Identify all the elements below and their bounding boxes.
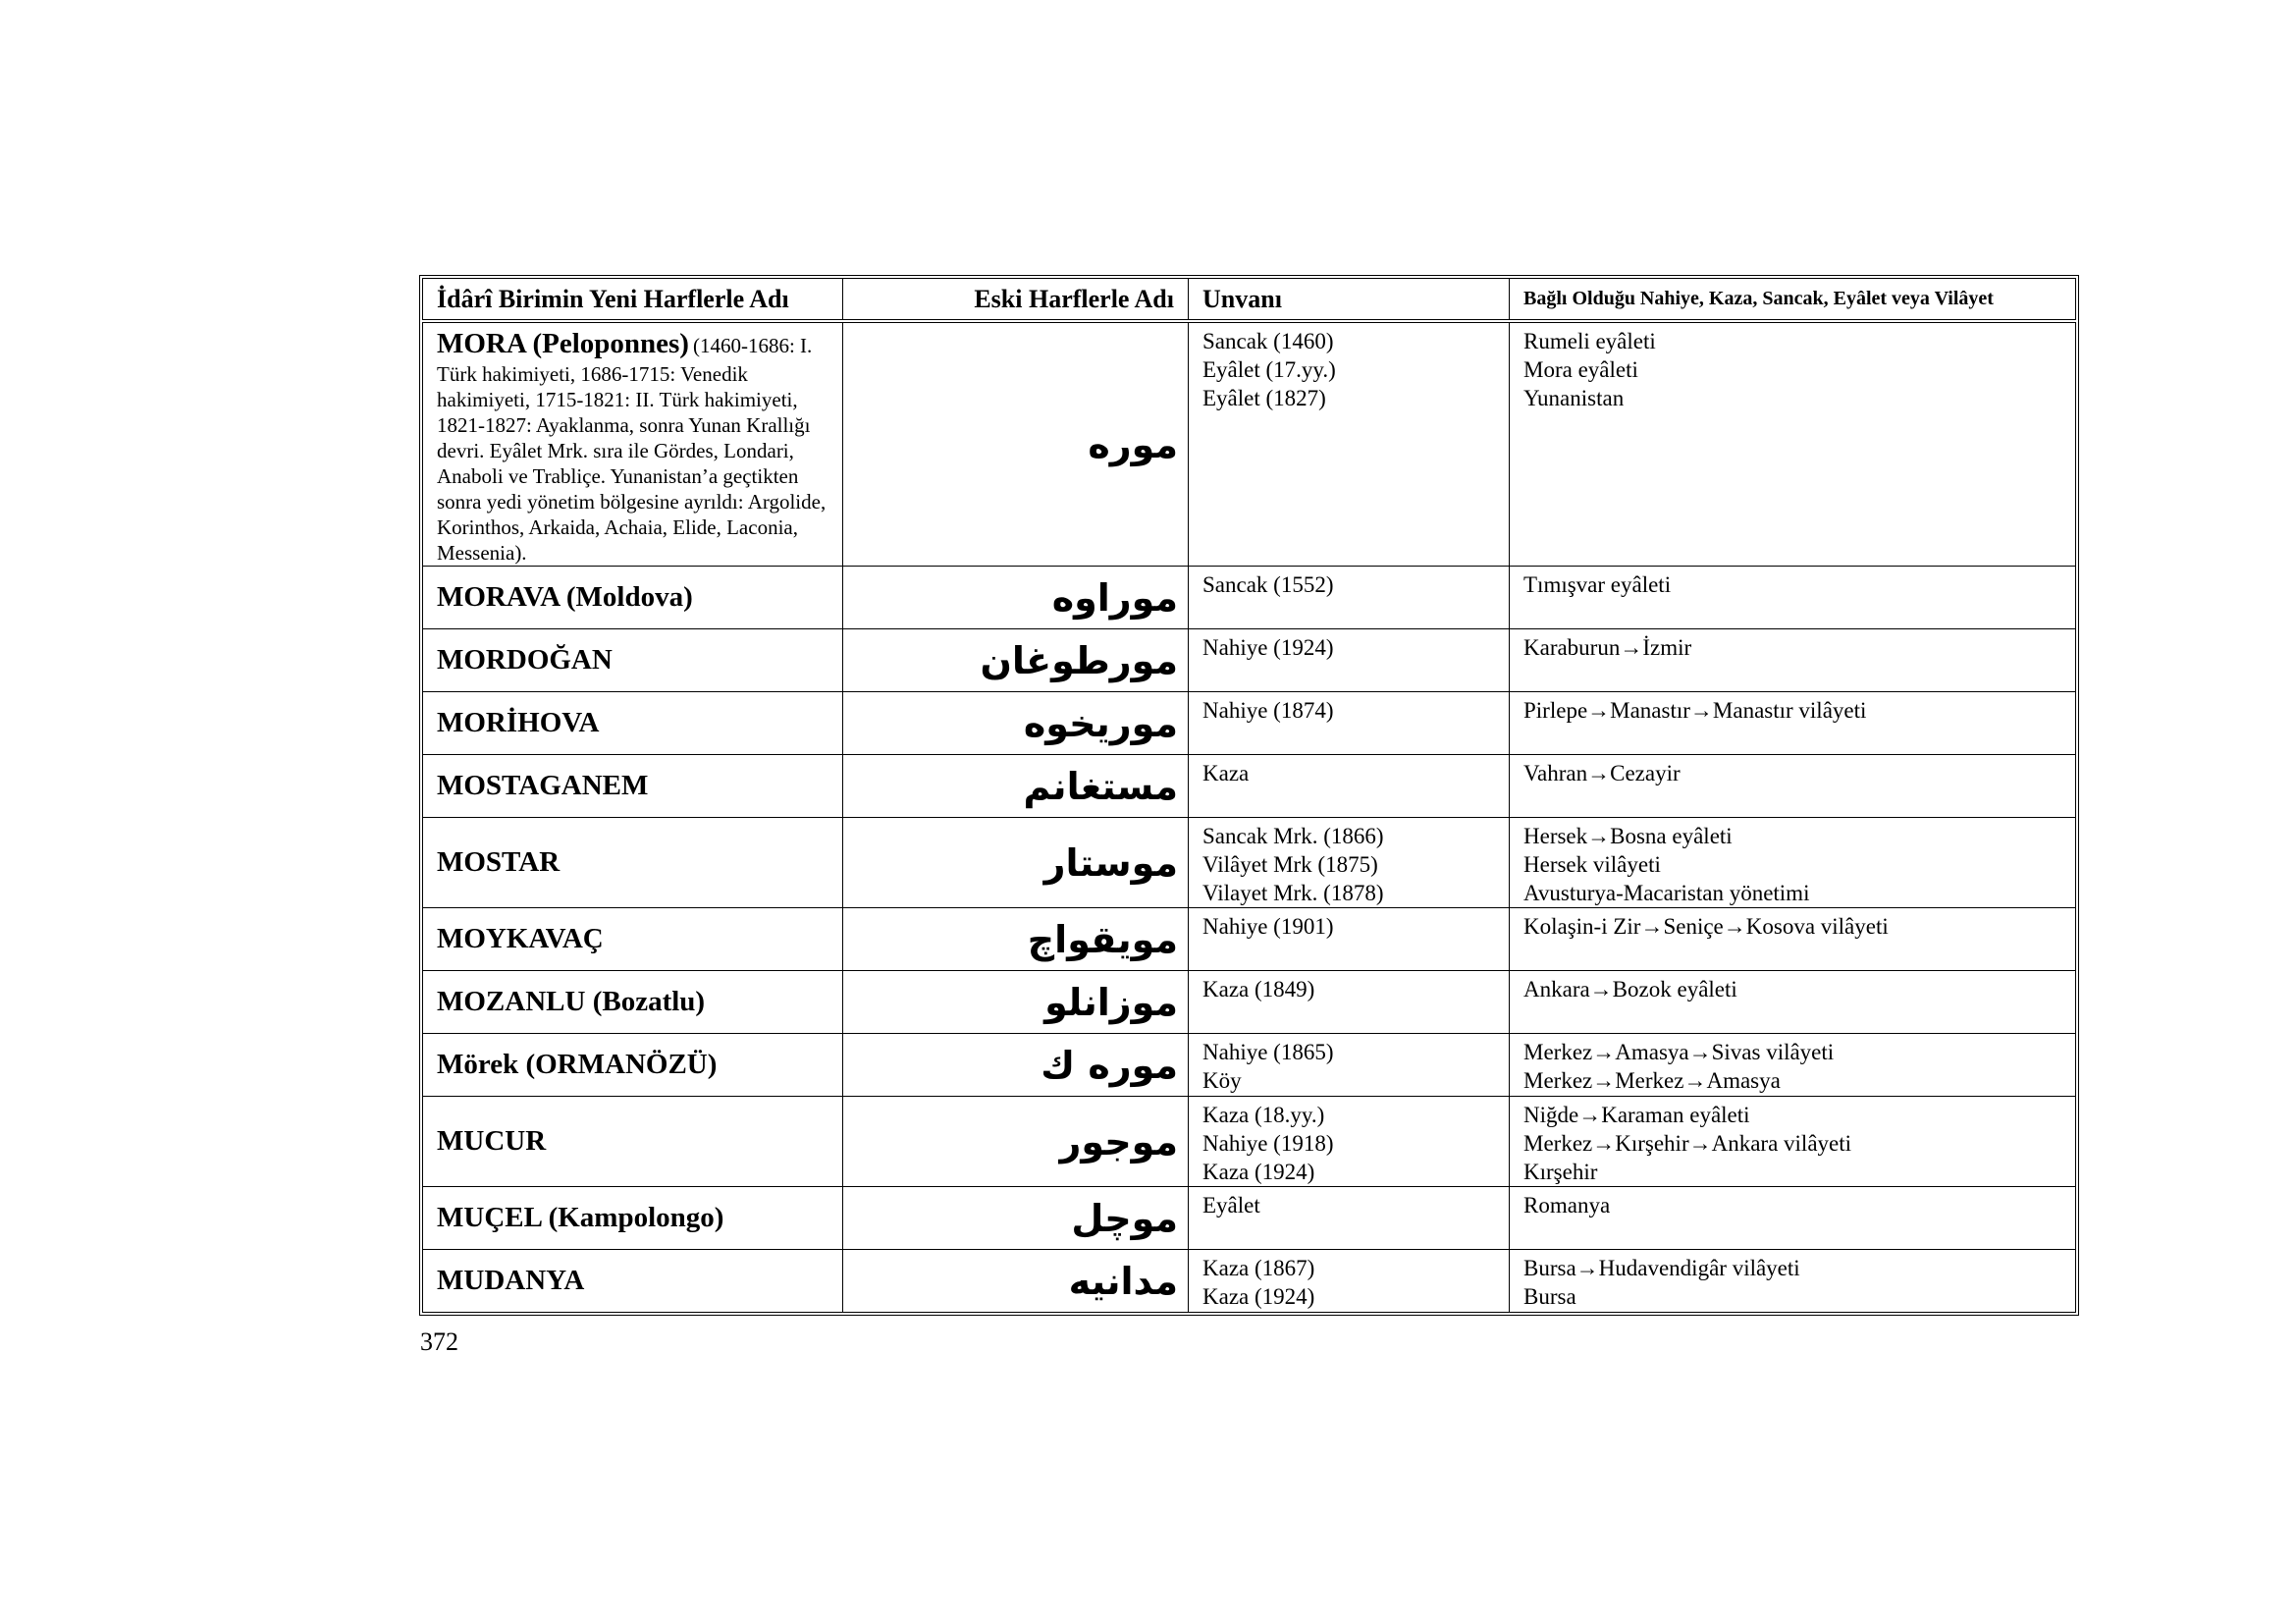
unit-title: Sancak (1460): [1202, 329, 1334, 353]
affiliation: Hersek vilâyeti: [1523, 852, 1661, 878]
affiliation: Karaburun→İzmir: [1523, 635, 1692, 661]
unit-title: Nahiye (1865): [1202, 1040, 1334, 1065]
affiliation-cell: [1510, 1250, 2076, 1313]
unit-title: Kaza (1849): [1202, 977, 1315, 1002]
unit-name-cell: [423, 755, 843, 818]
ottoman-script-name: موزانلو: [843, 971, 1189, 1034]
table-row: [423, 1097, 2076, 1187]
unit-name-cell: [423, 818, 843, 908]
header-old-script-name: Eski Harflerle Adı: [843, 279, 1189, 320]
unit-name: MOSTAR: [437, 846, 561, 879]
unit-title-cell: [1189, 323, 1510, 567]
unit-title-cell: [1189, 818, 1510, 908]
table-row: [423, 1034, 2076, 1097]
ottoman-script-name: مورطوغان: [843, 629, 1189, 692]
unit-name: MOSTAGANEM: [437, 770, 649, 802]
table-body: [423, 323, 2076, 1313]
header-affiliation: Bağlı Olduğu Nahiye, Kaza, Sancak, Eyâlet veya Vilâyet: [1510, 279, 2076, 320]
unit-title-cell: [1189, 1187, 1510, 1250]
affiliation: Tımışvar eyâleti: [1523, 572, 1672, 598]
affiliation: Merkez→Merkez→Amasya: [1523, 1068, 1781, 1094]
table-row: [423, 755, 2076, 818]
ottoman-script-name: مستغانم: [843, 755, 1189, 818]
affiliation-cell: [1510, 692, 2076, 755]
affiliation: Merkez→Kırşehir→Ankara vilâyeti: [1523, 1131, 1852, 1157]
affiliation: Niğde→Karaman eyâleti: [1523, 1103, 1750, 1128]
table-row: [423, 971, 2076, 1034]
unit-title: Nahiye (1901): [1202, 914, 1334, 940]
table-header-row: [423, 279, 2076, 320]
unit-title-cell: [1189, 755, 1510, 818]
page-number: 372: [420, 1327, 458, 1356]
affiliation: Rumeli eyâleti: [1523, 329, 1656, 353]
gazetteer-table-frame: [419, 275, 2079, 1316]
table-row: [423, 629, 2076, 692]
affiliation: Pirlepe→Manastır→Manastır vilâyeti: [1523, 698, 1867, 724]
unit-name: MORDOĞAN: [437, 644, 613, 677]
table-row: [423, 323, 2076, 567]
ottoman-script-name: موستار: [843, 818, 1189, 908]
unit-title: Eyâlet (17.yy.): [1202, 357, 1336, 382]
ottoman-script-name: موريخوه: [843, 692, 1189, 755]
affiliation-cell: [1510, 629, 2076, 692]
table-row: [423, 908, 2076, 971]
table-row: [423, 692, 2076, 755]
unit-title: Nahiye (1918): [1202, 1131, 1334, 1157]
affiliation: Mora eyâleti: [1523, 357, 1638, 382]
ottoman-script-name: موراوه: [843, 567, 1189, 629]
unit-title: Kaza (1924): [1202, 1160, 1315, 1185]
unit-name-cell: [423, 1250, 843, 1313]
unit-name-cell: [423, 323, 843, 567]
table-row: [423, 818, 2076, 908]
affiliation: Hersek→Bosna eyâleti: [1523, 824, 1733, 849]
unit-title: Kaza (18.yy.): [1202, 1103, 1325, 1128]
unit-name: MOYKAVAÇ: [437, 923, 604, 955]
affiliation-cell: [1510, 1097, 2076, 1187]
unit-title: Kaza (1924): [1202, 1284, 1315, 1310]
affiliation-cell: [1510, 1034, 2076, 1097]
ottoman-script-name: موجور: [843, 1097, 1189, 1187]
affiliation: Ankara→Bozok eyâleti: [1523, 977, 1737, 1002]
unit-title-cell: [1189, 908, 1510, 971]
unit-title-cell: [1189, 1097, 1510, 1187]
unit-name-cell: [423, 1034, 843, 1097]
unit-name-cell: [423, 1187, 843, 1250]
ottoman-script-name: مدانيه: [843, 1250, 1189, 1313]
unit-name-cell: [423, 971, 843, 1034]
unit-title: Eyâlet: [1202, 1193, 1260, 1218]
unit-name: MORİHOVA: [437, 707, 600, 739]
table-row: [423, 567, 2076, 629]
ottoman-script-name: موره: [843, 323, 1189, 567]
header-title: Unvanı: [1189, 279, 1510, 320]
table-row: [423, 1187, 2076, 1250]
unit-title: Kaza: [1202, 761, 1250, 786]
affiliation: Avusturya-Macaristan yönetimi: [1523, 881, 1810, 906]
affiliation: Romanya: [1523, 1193, 1611, 1218]
unit-title: Nahiye (1874): [1202, 698, 1334, 724]
ottoman-script-name: موره ك: [843, 1034, 1189, 1097]
affiliation-cell: [1510, 1187, 2076, 1250]
unit-title: Eyâlet (1827): [1202, 386, 1326, 410]
unit-history-note: (1460-1686: I. Türk hakimiyeti, 1686-1715: Venedik hakimiyeti, 1715-1821: II. Türk hakimiyeti, 1821-1827: Ayaklanma, sonra Yunan Krallığı devri. Eyâlet Mrk. sıra ile Gördes, Londari, Anaboli ve Trabliçe. Yunanistan’a geçtikten sonra yedi yönetim bölgesine ayrıldı: Argolide, Korinthos, Arkaida, Achaia, Elide, Laconia, Messenia).: [437, 334, 827, 566]
unit-title: Sancak Mrk. (1866): [1202, 824, 1384, 849]
affiliation: Vahran→Cezayir: [1523, 761, 1681, 786]
affiliation: Bursa: [1523, 1284, 1576, 1310]
affiliation: Yunanistan: [1523, 386, 1625, 410]
unit-title-cell: [1189, 1250, 1510, 1313]
unit-title-cell: [1189, 1034, 1510, 1097]
unit-title-cell: [1189, 629, 1510, 692]
unit-name-cell: [423, 567, 843, 629]
unit-title: Vilâyet Mrk (1875): [1202, 852, 1378, 878]
unit-name: MOZANLU (Bozatlu): [437, 986, 706, 1018]
affiliation: Kırşehir: [1523, 1160, 1598, 1185]
unit-title-cell: [1189, 971, 1510, 1034]
affiliation-cell: [1510, 908, 2076, 971]
affiliation-cell: [1510, 755, 2076, 818]
unit-title-cell: [1189, 692, 1510, 755]
unit-title: Kaza (1867): [1202, 1256, 1315, 1281]
unit-title: Nahiye (1924): [1202, 635, 1334, 661]
table-row: [423, 1250, 2076, 1313]
unit-name: MORA (Peloponnes): [437, 328, 689, 359]
affiliation-cell: [1510, 818, 2076, 908]
unit-name: MUÇEL (Kampolongo): [437, 1202, 724, 1234]
unit-title: Sancak (1552): [1202, 572, 1334, 598]
affiliation: Kolaşin-i Zir→Seniçe→Kosova vilâyeti: [1523, 914, 1889, 940]
ottoman-script-name: مويقواچ: [843, 908, 1189, 971]
unit-title: Köy: [1202, 1068, 1242, 1094]
unit-name: Mörek (ORMANÖZÜ): [437, 1049, 718, 1081]
unit-name: MUCUR: [437, 1125, 547, 1158]
unit-name-cell: [423, 908, 843, 971]
affiliation: Merkez→Amasya→Sivas vilâyeti: [1523, 1040, 1835, 1065]
affiliation: Bursa→Hudavendigâr vilâyeti: [1523, 1256, 1800, 1281]
gazetteer-table: [422, 278, 2076, 1313]
unit-name-cell: [423, 629, 843, 692]
unit-name: MORAVA (Moldova): [437, 581, 693, 614]
unit-title: Vilayet Mrk. (1878): [1202, 881, 1384, 906]
ottoman-script-name: موچل: [843, 1187, 1189, 1250]
unit-title-cell: [1189, 567, 1510, 629]
unit-name: MUDANYA: [437, 1265, 585, 1297]
unit-name-cell: [423, 1097, 843, 1187]
unit-name-cell: [423, 692, 843, 755]
affiliation-cell: [1510, 971, 2076, 1034]
affiliation-cell: [1510, 323, 2076, 567]
affiliation-cell: [1510, 567, 2076, 629]
header-new-script-name: İdârî Birimin Yeni Harflerle Adı: [423, 279, 843, 320]
